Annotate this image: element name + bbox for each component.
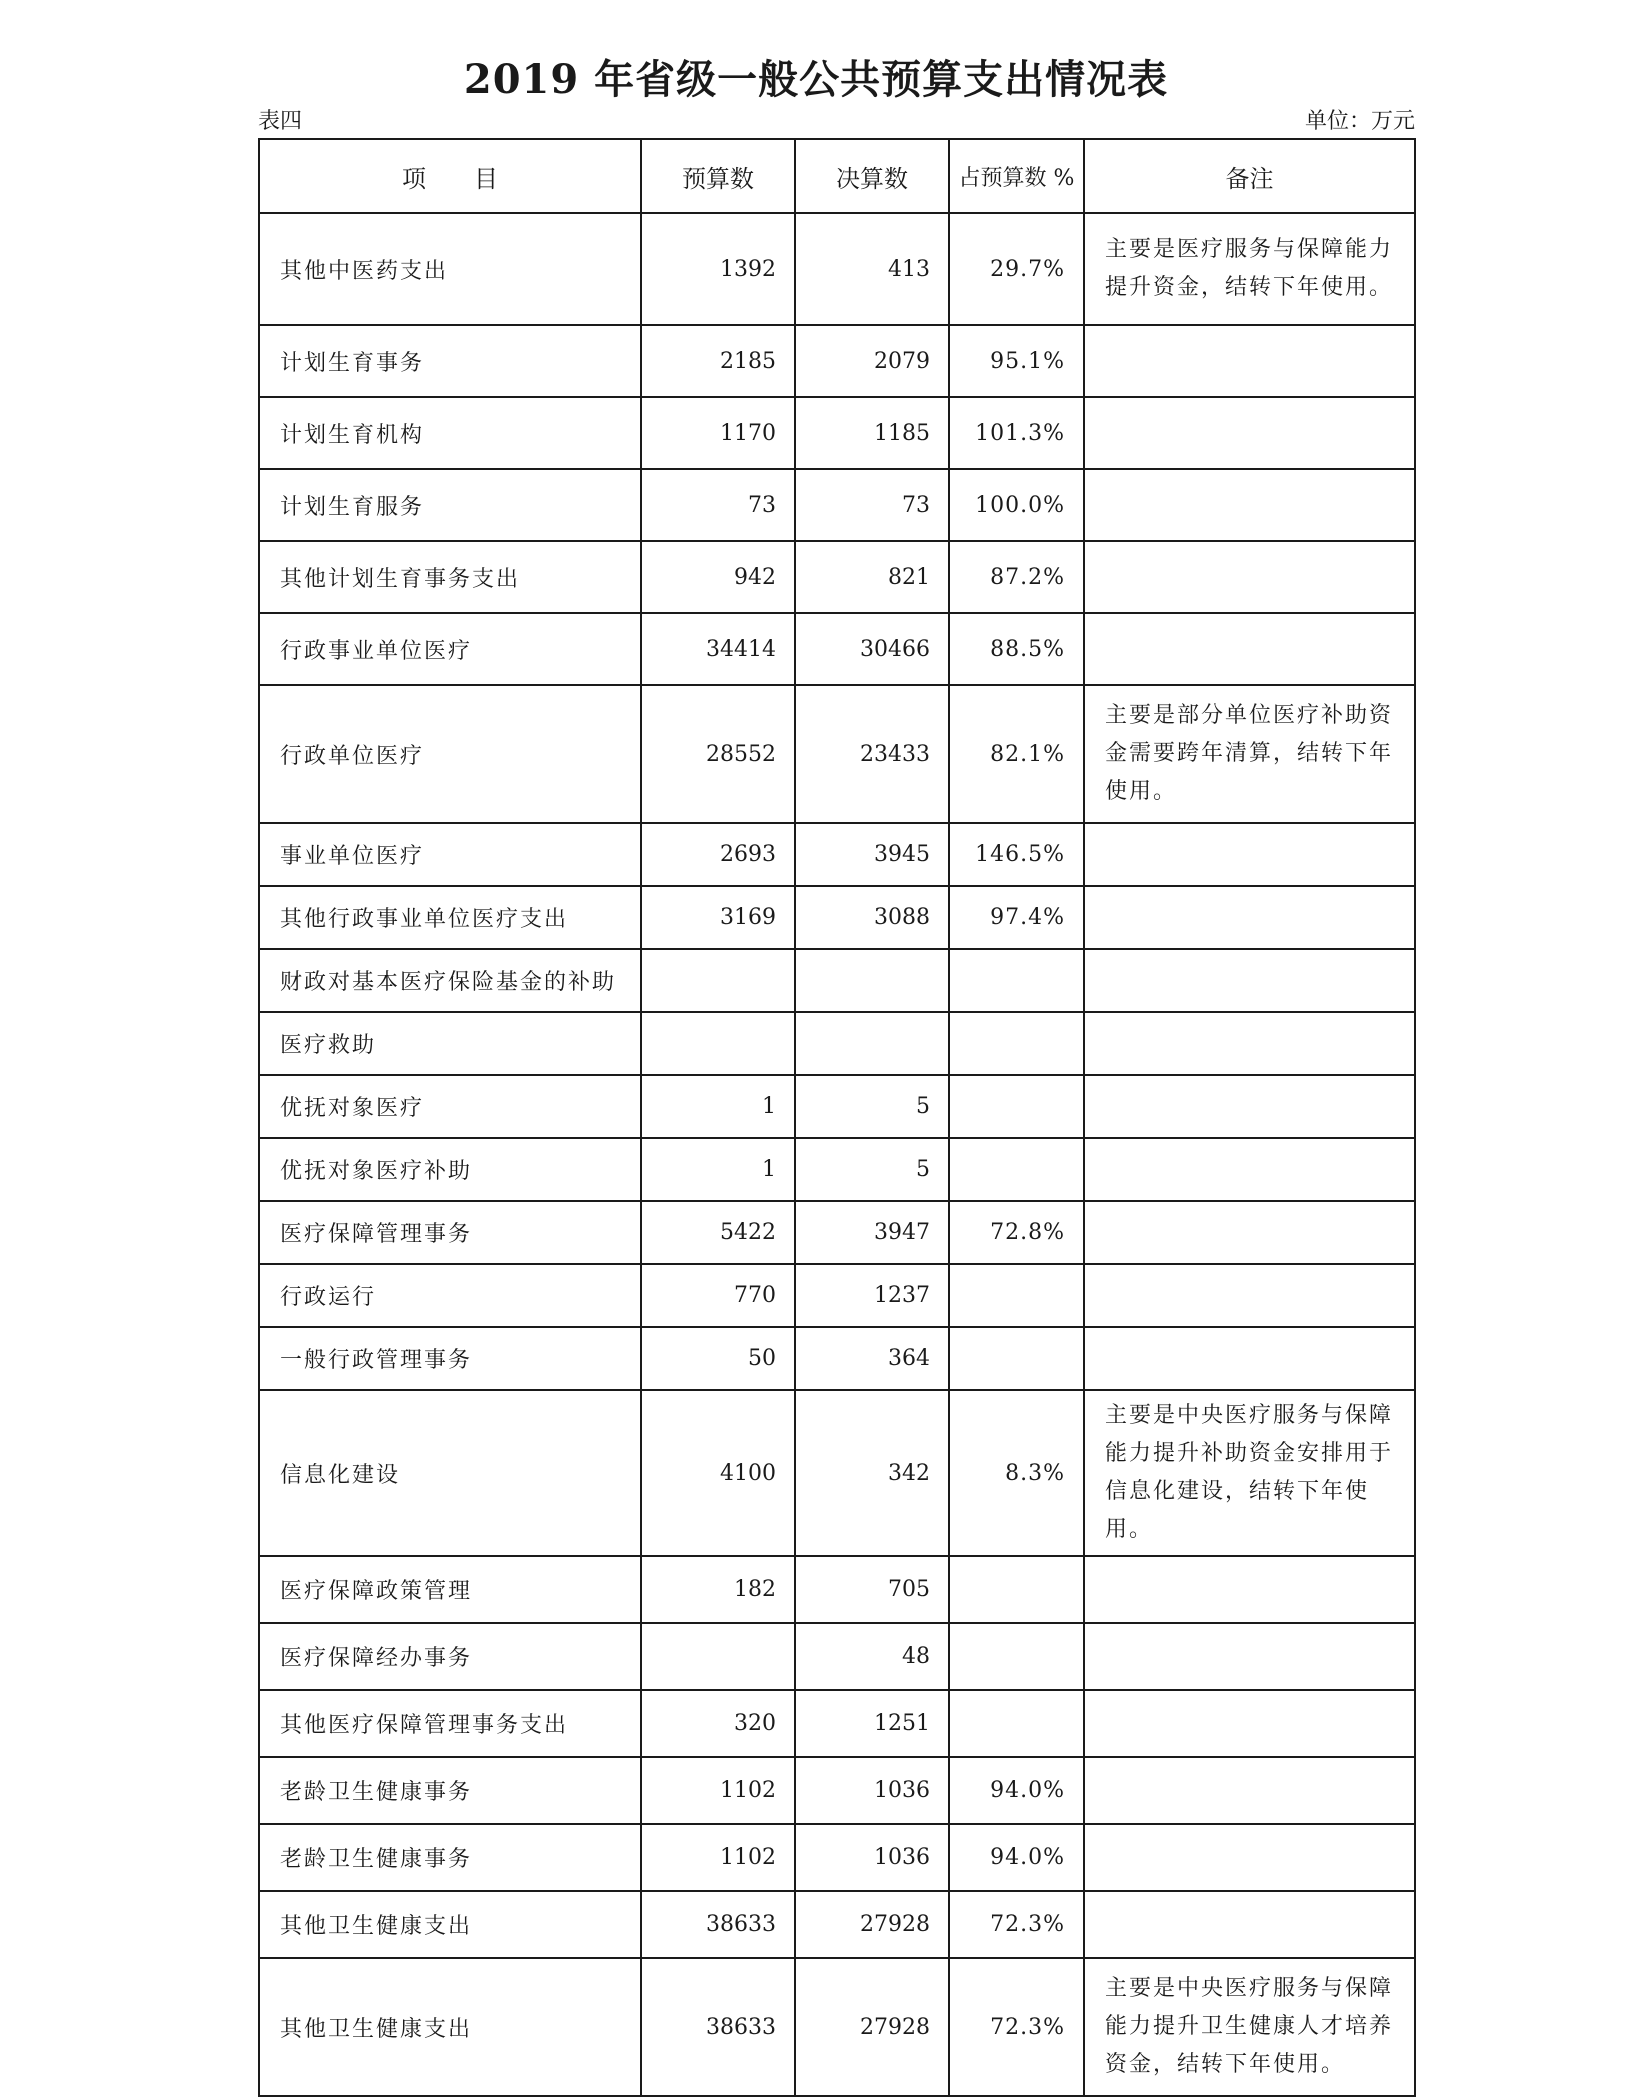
row-budget: 1392 — [641, 213, 795, 325]
table-row — [259, 685, 1415, 823]
table-number: 表四 — [258, 109, 303, 134]
row-note — [1084, 541, 1415, 613]
row-actual — [795, 949, 949, 1012]
row-item: 其他医疗保障管理事务支出 — [259, 1690, 641, 1757]
row-note: 主要是中央医疗服务与保障能力提升卫生健康人才培养资金，结转下年使用。 — [1084, 1958, 1415, 2096]
row-note: 主要是部分单位医疗补助资金需要跨年清算，结转下年使用。 — [1084, 685, 1415, 823]
row-budget: 73 — [641, 469, 795, 541]
table-row — [259, 1138, 1415, 1201]
row-note — [1084, 1201, 1415, 1264]
header-budget: 预算数 — [641, 139, 795, 213]
row-budget: 34414 — [641, 613, 795, 685]
table-row — [259, 1012, 1415, 1075]
table-row — [259, 325, 1415, 397]
row-item: 其他行政事业单位医疗支出 — [259, 886, 641, 949]
row-ratio: 8.3% — [949, 1390, 1084, 1556]
table-row — [259, 886, 1415, 949]
table-row — [259, 541, 1415, 613]
row-ratio — [949, 1264, 1084, 1327]
row-ratio — [949, 1690, 1084, 1757]
row-budget: 320 — [641, 1690, 795, 1757]
row-actual: 821 — [795, 541, 949, 613]
table-row — [259, 213, 1415, 325]
row-budget: 38633 — [641, 1958, 795, 2096]
row-budget — [641, 949, 795, 1012]
table-row — [259, 397, 1415, 469]
row-item: 信息化建设 — [259, 1390, 641, 1556]
row-ratio: 29.7% — [949, 213, 1084, 325]
row-note — [1084, 886, 1415, 949]
row-note — [1084, 469, 1415, 541]
row-item: 行政运行 — [259, 1264, 641, 1327]
table-row — [259, 1201, 1415, 1264]
row-ratio: 94.0% — [949, 1757, 1084, 1824]
row-item: 医疗保障经办事务 — [259, 1623, 641, 1690]
table-row — [259, 1958, 1415, 2096]
row-item: 优抚对象医疗补助 — [259, 1138, 641, 1201]
row-actual: 5 — [795, 1075, 949, 1138]
row-note — [1084, 1012, 1415, 1075]
row-item: 其他卫生健康支出 — [259, 1891, 641, 1958]
table-row — [259, 1390, 1415, 1556]
row-ratio: 101.3% — [949, 397, 1084, 469]
header-note: 备注 — [1084, 139, 1415, 213]
row-ratio: 72.3% — [949, 1958, 1084, 2096]
row-actual: 2079 — [795, 325, 949, 397]
row-item: 行政单位医疗 — [259, 685, 641, 823]
header-actual: 决算数 — [795, 139, 949, 213]
row-item: 优抚对象医疗 — [259, 1075, 641, 1138]
row-ratio — [949, 1327, 1084, 1390]
row-note — [1084, 949, 1415, 1012]
table-row — [259, 1690, 1415, 1757]
row-note — [1084, 325, 1415, 397]
row-item: 医疗保障政策管理 — [259, 1556, 641, 1623]
table-row — [259, 1075, 1415, 1138]
row-actual: 1251 — [795, 1690, 949, 1757]
row-item: 一般行政管理事务 — [259, 1327, 641, 1390]
row-actual: 48 — [795, 1623, 949, 1690]
row-note — [1084, 1824, 1415, 1891]
row-note — [1084, 1690, 1415, 1757]
row-actual: 705 — [795, 1556, 949, 1623]
row-actual: 342 — [795, 1390, 949, 1556]
row-budget — [641, 1012, 795, 1075]
row-budget: 2693 — [641, 823, 795, 886]
row-actual: 30466 — [795, 613, 949, 685]
row-note: 主要是医疗服务与保障能力提升资金，结转下年使用。 — [1084, 213, 1415, 325]
row-ratio: 94.0% — [949, 1824, 1084, 1891]
row-ratio — [949, 1623, 1084, 1690]
table-row — [259, 469, 1415, 541]
row-ratio — [949, 1556, 1084, 1623]
row-note — [1084, 1327, 1415, 1390]
table-row — [259, 1264, 1415, 1327]
row-actual: 1185 — [795, 397, 949, 469]
row-item: 计划生育事务 — [259, 325, 641, 397]
row-actual: 1237 — [795, 1264, 949, 1327]
row-item: 计划生育机构 — [259, 397, 641, 469]
row-actual: 364 — [795, 1327, 949, 1390]
row-ratio: 88.5% — [949, 613, 1084, 685]
row-item: 计划生育服务 — [259, 469, 641, 541]
page-title: 2019 年省级一般公共预算支出情况表 — [463, 56, 1169, 103]
row-note — [1084, 1138, 1415, 1201]
row-actual: 27928 — [795, 1891, 949, 1958]
row-actual: 3947 — [795, 1201, 949, 1264]
row-actual: 23433 — [795, 685, 949, 823]
row-budget: 38633 — [641, 1891, 795, 1958]
row-actual: 27928 — [795, 1958, 949, 2096]
row-item: 其他中医药支出 — [259, 213, 641, 325]
row-ratio: 100.0% — [949, 469, 1084, 541]
unit-label: 单位：万元 — [1304, 109, 1415, 134]
row-actual: 3088 — [795, 886, 949, 949]
row-item: 其他卫生健康支出 — [259, 1958, 641, 2096]
row-item: 行政事业单位医疗 — [259, 613, 641, 685]
row-budget: 2185 — [641, 325, 795, 397]
row-item: 老龄卫生健康事务 — [259, 1824, 641, 1891]
row-note — [1084, 1264, 1415, 1327]
row-budget: 1170 — [641, 397, 795, 469]
row-item: 老龄卫生健康事务 — [259, 1757, 641, 1824]
table-row — [259, 1327, 1415, 1390]
table-row — [259, 823, 1415, 886]
table-row — [259, 613, 1415, 685]
row-actual: 1036 — [795, 1824, 949, 1891]
row-budget — [641, 1623, 795, 1690]
row-actual: 73 — [795, 469, 949, 541]
row-note — [1084, 1556, 1415, 1623]
row-item: 事业单位医疗 — [259, 823, 641, 886]
table-body — [259, 213, 1415, 2096]
row-budget: 1102 — [641, 1824, 795, 1891]
row-budget: 182 — [641, 1556, 795, 1623]
row-budget: 1102 — [641, 1757, 795, 1824]
row-ratio — [949, 1075, 1084, 1138]
row-actual: 5 — [795, 1138, 949, 1201]
row-note — [1084, 1623, 1415, 1690]
row-budget: 5422 — [641, 1201, 795, 1264]
table-row — [259, 1824, 1415, 1891]
table-row — [259, 1623, 1415, 1690]
row-ratio: 95.1% — [949, 325, 1084, 397]
table-row — [259, 1891, 1415, 1958]
row-note: 主要是中央医疗服务与保障能力提升补助资金安排用于信息化建设，结转下年使用。 — [1084, 1390, 1415, 1556]
row-note — [1084, 1891, 1415, 1958]
row-ratio: 72.3% — [949, 1891, 1084, 1958]
row-item: 医疗保障管理事务 — [259, 1201, 641, 1264]
row-ratio — [949, 949, 1084, 1012]
row-note — [1084, 1757, 1415, 1824]
row-ratio — [949, 1012, 1084, 1075]
row-ratio: 87.2% — [949, 541, 1084, 613]
row-actual: 3945 — [795, 823, 949, 886]
expenditure-table — [258, 138, 1416, 2097]
header-ratio: 占预算数 % — [949, 139, 1084, 213]
row-item: 医疗救助 — [259, 1012, 641, 1075]
row-budget: 770 — [641, 1264, 795, 1327]
row-budget: 1 — [641, 1075, 795, 1138]
row-note — [1084, 1075, 1415, 1138]
row-ratio: 97.4% — [949, 886, 1084, 949]
row-budget: 4100 — [641, 1390, 795, 1556]
row-actual — [795, 1012, 949, 1075]
row-budget: 1 — [641, 1138, 795, 1201]
row-ratio — [949, 1138, 1084, 1201]
table-row — [259, 1556, 1415, 1623]
row-note — [1084, 613, 1415, 685]
row-ratio: 72.8% — [949, 1201, 1084, 1264]
row-ratio: 82.1% — [949, 685, 1084, 823]
table-row — [259, 1757, 1415, 1824]
row-item: 其他计划生育事务支出 — [259, 541, 641, 613]
table-header-row — [259, 139, 1415, 213]
row-budget: 50 — [641, 1327, 795, 1390]
header-item: 项 目 — [259, 139, 641, 213]
row-actual: 1036 — [795, 1757, 949, 1824]
row-budget: 3169 — [641, 886, 795, 949]
row-note — [1084, 823, 1415, 886]
row-actual: 413 — [795, 213, 949, 325]
row-ratio: 146.5% — [949, 823, 1084, 886]
row-budget: 942 — [641, 541, 795, 613]
row-item: 财政对基本医疗保险基金的补助 — [259, 949, 641, 1012]
row-budget: 28552 — [641, 685, 795, 823]
row-note — [1084, 397, 1415, 469]
table-row — [259, 949, 1415, 1012]
